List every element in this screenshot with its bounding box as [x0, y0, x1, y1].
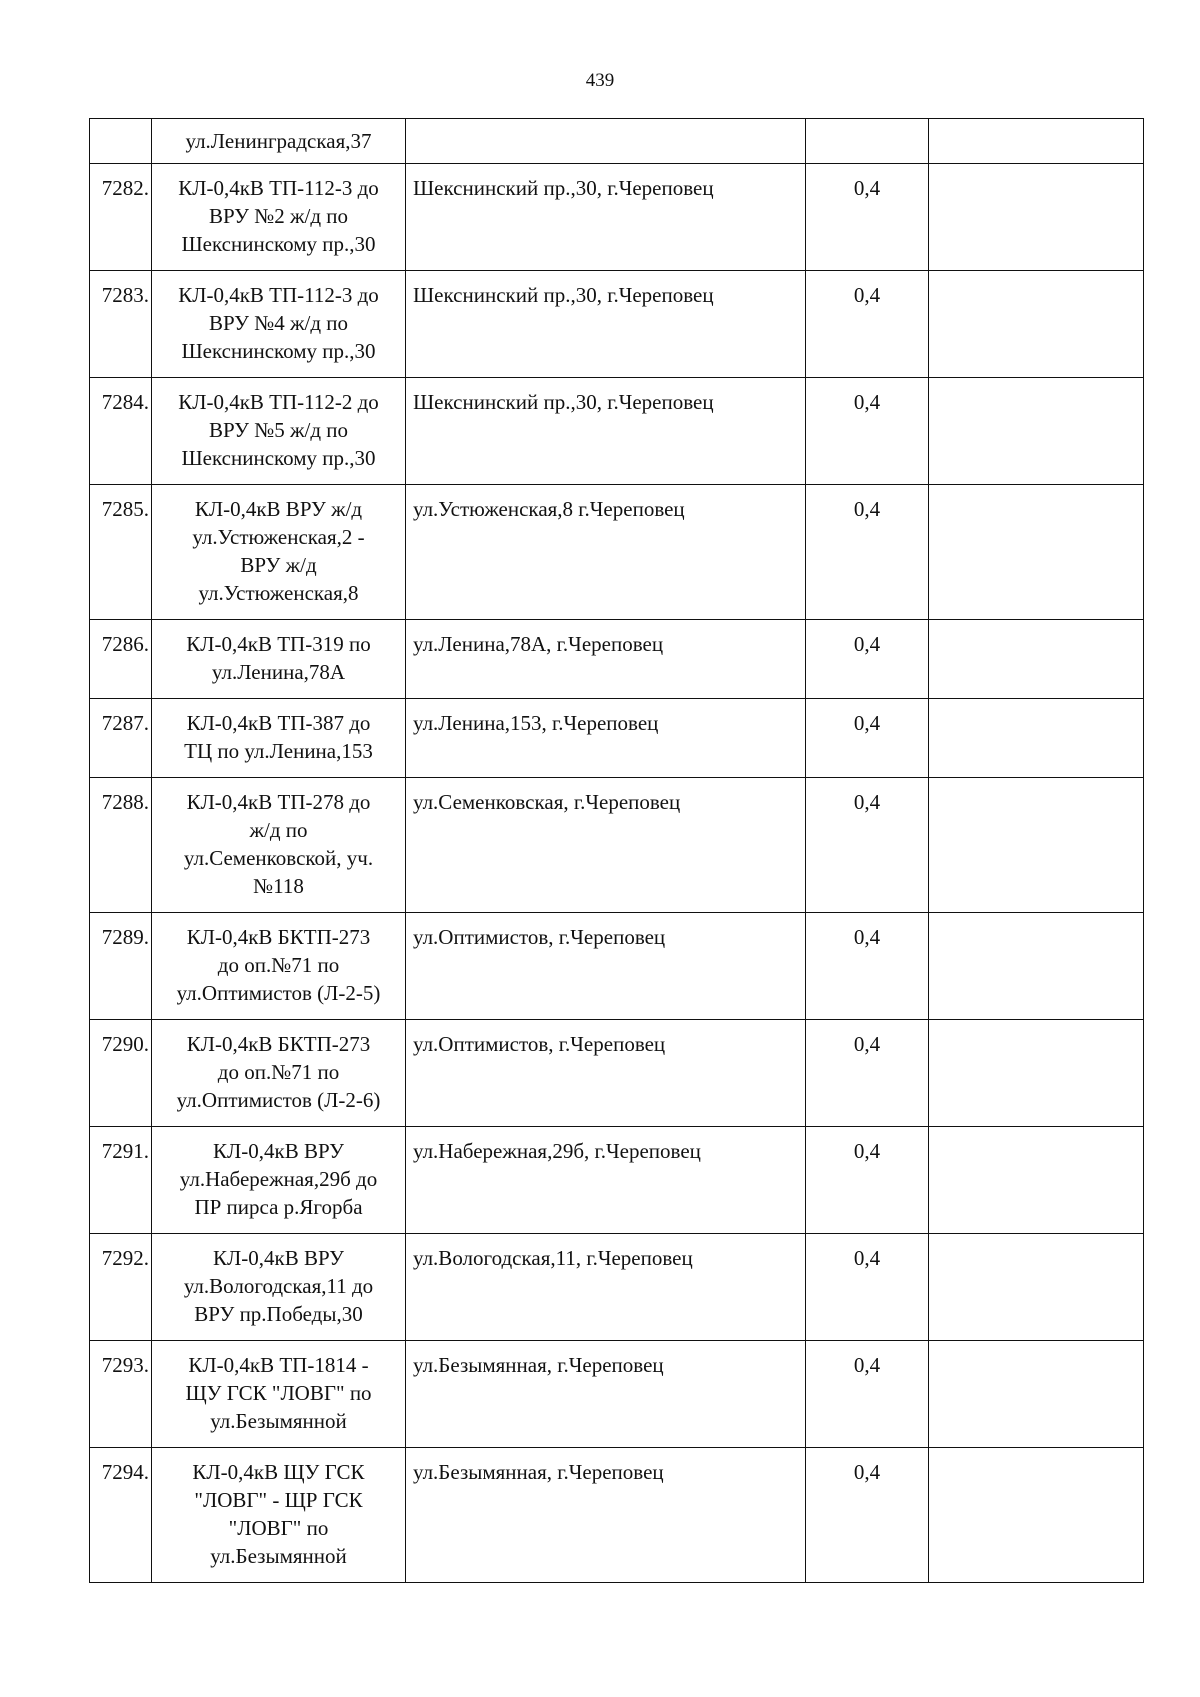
voltage: 0,4 — [806, 1448, 929, 1583]
voltage: 0,4 — [806, 620, 929, 699]
table-row — [90, 913, 1144, 1020]
cable-name: КЛ-0,4кВ ТП-278 до ж/д по ул.Семенковской, уч. №118 — [152, 778, 406, 913]
address: Шекснинский пр.,30, г.Череповец — [406, 378, 806, 485]
extra-cell — [929, 485, 1144, 620]
page-number: 439 — [585, 70, 615, 91]
address: ул.Вологодская,11, г.Череповец — [406, 1234, 806, 1341]
table-row — [90, 699, 1144, 778]
table-row — [90, 485, 1144, 620]
cable-name: КЛ-0,4кВ БКТП-273 до оп.№71 по ул.Оптимистов (Л-2-6) — [152, 1020, 406, 1127]
address: ул.Безымянная, г.Череповец — [406, 1448, 806, 1583]
extra-cell — [929, 620, 1144, 699]
row-number: 7285. — [90, 485, 152, 620]
extra-cell — [929, 1127, 1144, 1234]
table-row — [90, 271, 1144, 378]
cable-name: КЛ-0,4кВ ВРУ ул.Вологодская,11 до ВРУ пр.Победы,30 — [152, 1234, 406, 1341]
extra-cell — [929, 1020, 1144, 1127]
row-number: 7288. — [90, 778, 152, 913]
voltage: 0,4 — [806, 1020, 929, 1127]
address: ул.Оптимистов, г.Череповец — [406, 1020, 806, 1127]
table-row — [90, 1234, 1144, 1341]
voltage — [806, 119, 929, 164]
row-number — [90, 119, 152, 164]
address: ул.Оптимистов, г.Череповец — [406, 913, 806, 1020]
cable-name: КЛ-0,4кВ БКТП-273 до оп.№71 по ул.Оптимистов (Л-2-5) — [152, 913, 406, 1020]
cable-name: КЛ-0,4кВ ТП-112-2 до ВРУ №5 ж/д по Шекснинскому пр.,30 — [152, 378, 406, 485]
cable-name: ул.Ленинградская,37 — [152, 119, 406, 164]
address: ул.Набережная,29б, г.Череповец — [406, 1127, 806, 1234]
row-number: 7283. — [90, 271, 152, 378]
table-row — [90, 620, 1144, 699]
row-number: 7291. — [90, 1127, 152, 1234]
extra-cell — [929, 119, 1144, 164]
extra-cell — [929, 699, 1144, 778]
cable-name: КЛ-0,4кВ ВРУ ул.Набережная,29б до ПР пирса р.Ягорба — [152, 1127, 406, 1234]
voltage: 0,4 — [806, 378, 929, 485]
cable-name: КЛ-0,4кВ ТП-1814 - ЩУ ГСК "ЛОВГ" по ул.Безымянной — [152, 1341, 406, 1448]
voltage: 0,4 — [806, 485, 929, 620]
cable-name: КЛ-0,4кВ ТП-319 по ул.Ленина,78А — [152, 620, 406, 699]
address: Шекснинский пр.,30, г.Череповец — [406, 271, 806, 378]
address: ул.Семенковская, г.Череповец — [406, 778, 806, 913]
row-number: 7286. — [90, 620, 152, 699]
continuation-row — [90, 119, 1144, 164]
table-row — [90, 164, 1144, 271]
voltage: 0,4 — [806, 699, 929, 778]
voltage: 0,4 — [806, 1234, 929, 1341]
row-number: 7284. — [90, 378, 152, 485]
table-row — [90, 1341, 1144, 1448]
row-number: 7294. — [90, 1448, 152, 1583]
extra-cell — [929, 1341, 1144, 1448]
row-number: 7293. — [90, 1341, 152, 1448]
address: Шекснинский пр.,30, г.Череповец — [406, 164, 806, 271]
extra-cell — [929, 271, 1144, 378]
row-number: 7287. — [90, 699, 152, 778]
voltage: 0,4 — [806, 1127, 929, 1234]
extra-cell — [929, 1448, 1144, 1583]
extra-cell — [929, 913, 1144, 1020]
row-number: 7289. — [90, 913, 152, 1020]
address — [406, 119, 806, 164]
voltage: 0,4 — [806, 164, 929, 271]
extra-cell — [929, 778, 1144, 913]
address: ул.Безымянная, г.Череповец — [406, 1341, 806, 1448]
registry-body — [90, 119, 1144, 1583]
table-row — [90, 1127, 1144, 1234]
cable-registry-table — [89, 118, 1144, 1583]
extra-cell — [929, 378, 1144, 485]
extra-cell — [929, 1234, 1144, 1341]
cable-name: КЛ-0,4кВ ТП-387 до ТЦ по ул.Ленина,153 — [152, 699, 406, 778]
table-row — [90, 1448, 1144, 1583]
row-number: 7290. — [90, 1020, 152, 1127]
table-row — [90, 1020, 1144, 1127]
cable-name: КЛ-0,4кВ ЩУ ГСК "ЛОВГ" - ЩР ГСК "ЛОВГ" по ул.Безымянной — [152, 1448, 406, 1583]
cable-name: КЛ-0,4кВ ВРУ ж/д ул.Устюженская,2 - ВРУ ж/д ул.Устюженская,8 — [152, 485, 406, 620]
table-row — [90, 378, 1144, 485]
cable-name: КЛ-0,4кВ ТП-112-3 до ВРУ №2 ж/д по Шекснинскому пр.,30 — [152, 164, 406, 271]
voltage: 0,4 — [806, 271, 929, 378]
row-number: 7292. — [90, 1234, 152, 1341]
row-number: 7282. — [90, 164, 152, 271]
address: ул.Устюженская,8 г.Череповец — [406, 485, 806, 620]
address: ул.Ленина,78А, г.Череповец — [406, 620, 806, 699]
address: ул.Ленина,153, г.Череповец — [406, 699, 806, 778]
cable-name: КЛ-0,4кВ ТП-112-3 до ВРУ №4 ж/д по Шекснинскому пр.,30 — [152, 271, 406, 378]
table-row — [90, 778, 1144, 913]
voltage: 0,4 — [806, 778, 929, 913]
extra-cell — [929, 164, 1144, 271]
voltage: 0,4 — [806, 1341, 929, 1448]
voltage: 0,4 — [806, 913, 929, 1020]
